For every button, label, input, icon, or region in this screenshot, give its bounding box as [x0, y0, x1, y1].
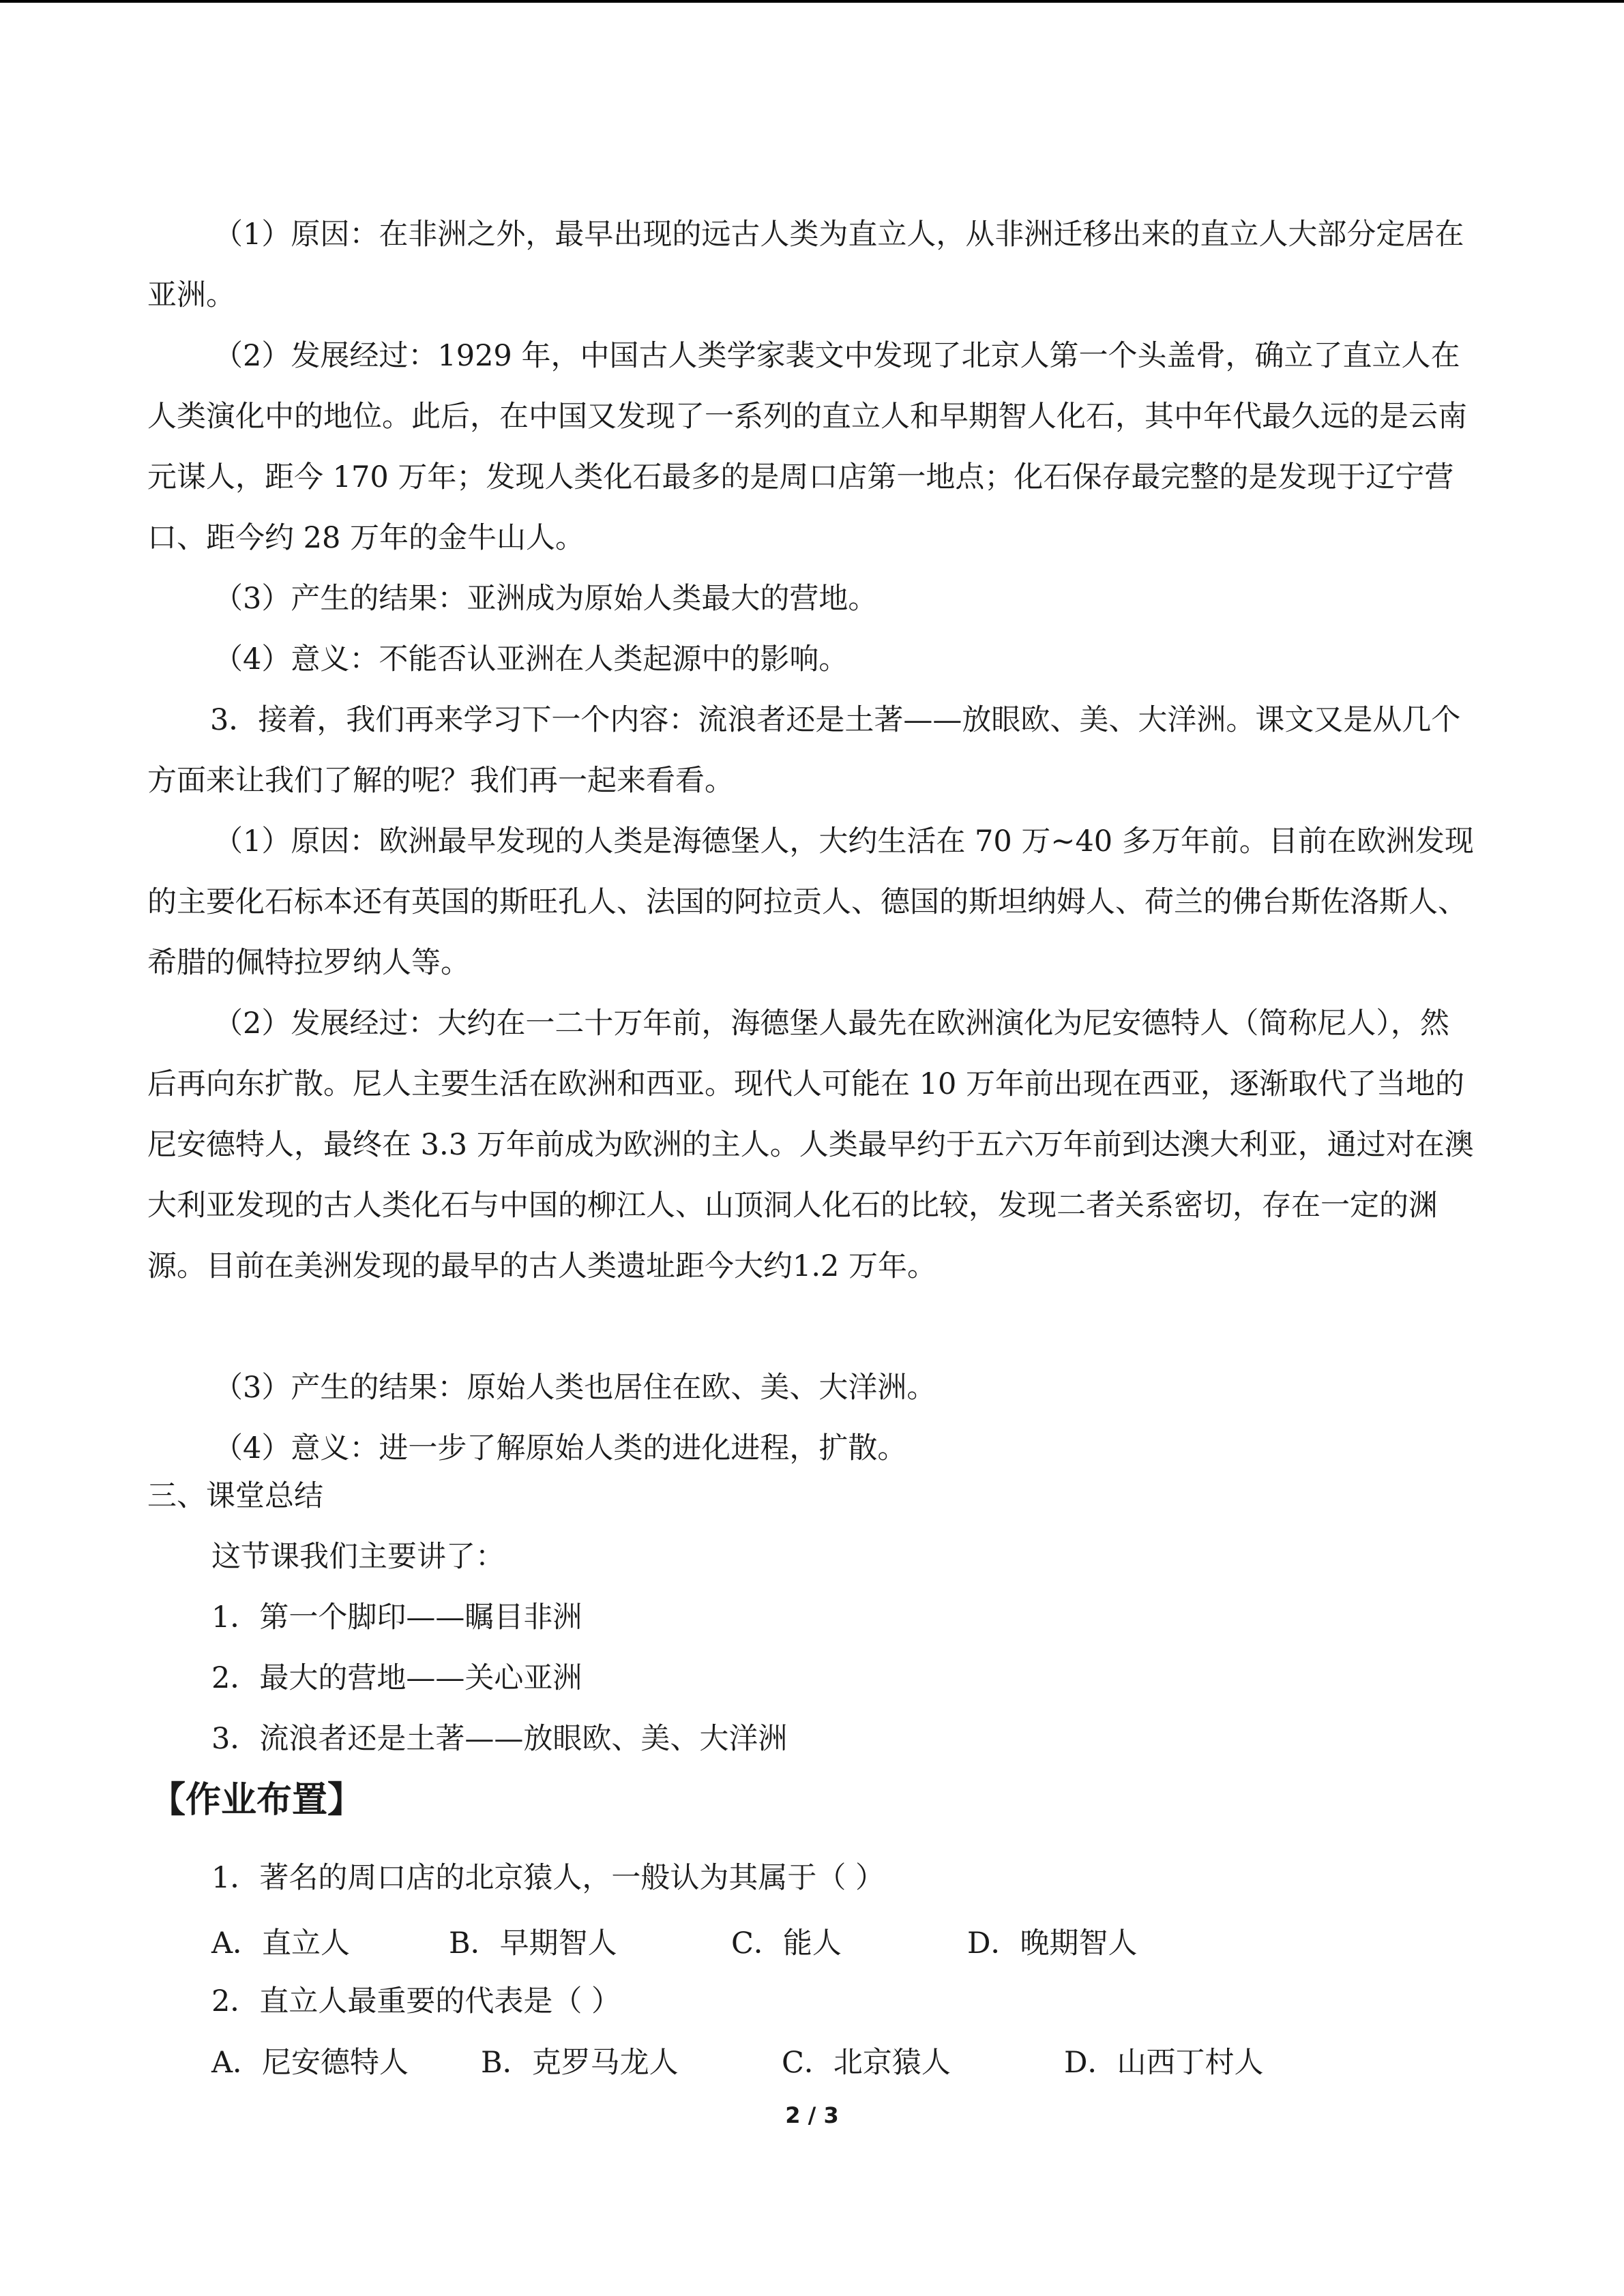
question-2-option-b: B．克罗马龙人 — [481, 2046, 679, 2080]
summary-item-3: 3．流浪者还是土著——放眼欧、美、大洋洲 — [211, 1722, 788, 1756]
question-2-option-a: A．尼安德特人 — [211, 2046, 409, 2080]
question-1-option-a: A．直立人 — [211, 1926, 351, 1960]
question-2-option-d: D．山西丁村人 — [1064, 2046, 1264, 2080]
question-1-option-d: D．晚期智人 — [967, 1926, 1138, 1960]
paragraph-europe-significance: （4）意义：进一步了解原始人类的进化进程，扩散。 — [213, 1431, 907, 1465]
paragraph-asia-result: （3）产生的结果：亚洲成为原始人类最大的营地。 — [213, 582, 878, 616]
paragraph-section-3-intro: 3．接着，我们再来学习下一个内容：流浪者还是土著——放眼欧、美、大洋洲。课文又是从几个方面来让我们了解的呢？我们再一起来看看。 — [147, 703, 1461, 798]
summary-item-2: 2．最大的营地——关心亚洲 — [211, 1661, 582, 1695]
question-1-option-c: C．能人 — [731, 1926, 842, 1960]
summary-title: 三、课堂总结 — [147, 1479, 323, 1513]
homework-heading: 【作业布置】 — [150, 1780, 364, 1821]
paragraph-asia-reason: （1）原因：在非洲之外，最早出现的远古人类为直立人，从非洲迁移出来的直立人大部分定居在亚洲。 — [147, 218, 1464, 312]
question-1-option-b: B．早期智人 — [449, 1926, 617, 1960]
summary-item-1: 1．第一个脚印——瞩目非洲 — [211, 1600, 582, 1635]
page-number: 2 / 3 — [785, 2102, 839, 2128]
question-1-stem: 1．著名的周口店的北京猿人，一般认为其属于（ ） — [211, 1861, 885, 1895]
paragraph-europe-result: （3）产生的结果：原始人类也居住在欧、美、大洋洲。 — [213, 1371, 936, 1405]
paragraph-europe-development: （2）发展经过：大约在一二十万年前，海德堡人最先在欧洲演化为尼安德特人（简称尼人），然后再向东扩散。尼人主要生活在欧洲和西亚。现代人可能在 10 万年前出现在西亚，逐渐取代了当地的尼安德特人，最终在 3.3 万年前成为欧洲的主人。人类最早约于五六万年前到达澳大利亚，通过对在澳大利亚发现的古人类化石与中国的柳江人、山顶洞人化石的比较，发现二者关系密切，存在一定的渊源。目前在美洲发现的最早的古人类遗址距今大约1.2 万年。 — [147, 1007, 1474, 1283]
paragraph-asia-development: （2）发展经过：1929 年，中国古人类学家裴文中发现了北京人第一个头盖骨，确立了直立人在人类演化中的地位。此后，在中国又发现了一系列的直立人和早期智人化石，其中年代最久远的是云南元谋人，距今 170 万年；发现人类化石最多的是周口店第一地点；化石保存最完整的是发现于辽宁营口、距今约 28 万年的金牛山人。 — [147, 339, 1467, 555]
question-2-stem: 2．直立人最重要的代表是（ ） — [211, 1984, 621, 2018]
paragraph-europe-reason: （1）原因：欧洲最早发现的人类是海德堡人，大约生活在 70 万~40 多万年前。目前在欧洲发现的主要化石标本还有英国的斯旺孔人、法国的阿拉贡人、德国的斯坦纳姆人、荷兰的佛台斯佐洛斯人、希腊的佩特拉罗纳人等。 — [147, 824, 1474, 980]
summary-intro: 这节课我们主要讲了： — [211, 1540, 505, 1574]
paragraph-asia-significance: （4）意义：不能否认亚洲在人类起源中的影响。 — [213, 642, 848, 676]
question-2-option-c: C．北京猿人 — [782, 2046, 951, 2080]
